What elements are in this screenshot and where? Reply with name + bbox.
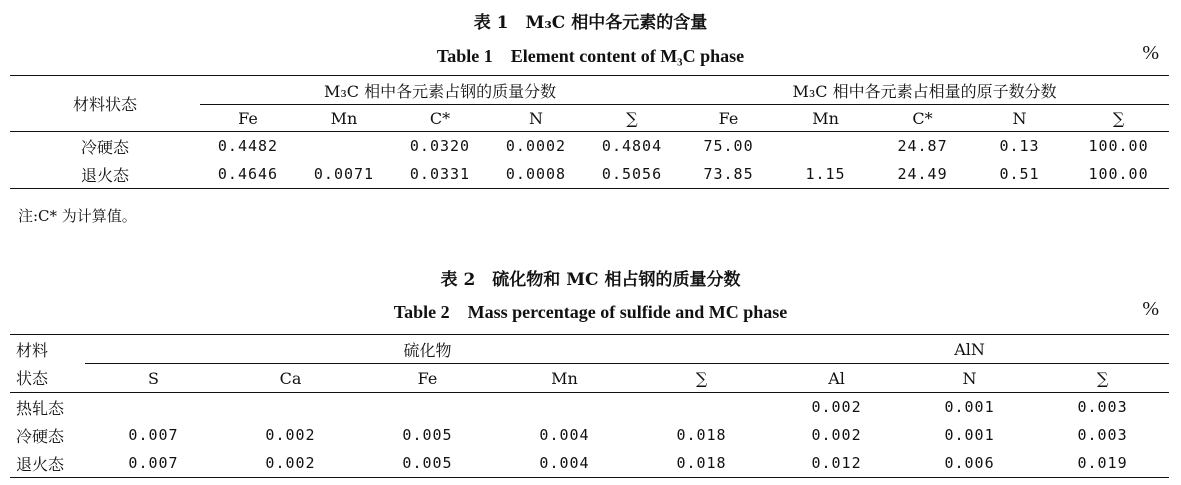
- table1: [10, 75, 1169, 189]
- table1-caption-en: Table 1 Element content of M₃C phase: [436, 46, 745, 66]
- table1-header-row: [10, 76, 1169, 105]
- table-cell: [496, 393, 633, 422]
- column-header: Fe: [680, 105, 777, 132]
- table1-note: 注:C* 为计算值。: [18, 207, 137, 225]
- table-cell: 0.4804: [601, 137, 663, 155]
- table-cell: 0.005: [402, 454, 453, 472]
- table-cell: 0.018: [676, 426, 727, 444]
- table-cell: 0.002: [265, 454, 316, 472]
- table1-state-header: 材料状态: [10, 76, 200, 132]
- table1-group-mass: M₃C 相中各元素占钢的质量分数: [200, 76, 680, 105]
- column-header: C*: [392, 105, 488, 132]
- column-header: Fe: [200, 105, 296, 132]
- table-cell: 0.002: [265, 426, 316, 444]
- table2-subheader-row: [10, 364, 1169, 393]
- table-cell: [777, 132, 874, 161]
- table-cell: 73.85: [703, 165, 754, 183]
- column-header: C*: [874, 105, 971, 132]
- table-cell: 0.012: [811, 454, 862, 472]
- table-cell: 0.003: [1077, 398, 1128, 416]
- table-cell: 0.0331: [409, 165, 471, 183]
- table2-unit: %: [1142, 298, 1159, 320]
- column-header: N: [971, 105, 1068, 132]
- table-cell: 0.0008: [505, 165, 567, 183]
- table2-state-header-bottom: 状态: [10, 364, 85, 393]
- column-header: Fe: [359, 364, 496, 393]
- table2-header-row: [10, 335, 1169, 364]
- table-cell: 0.4482: [217, 137, 279, 155]
- column-header: ∑: [1068, 105, 1169, 132]
- table-row: [10, 393, 1169, 422]
- table1-unit: %: [1142, 42, 1159, 64]
- table2-caption-en: Table 2 Mass percentage of sulfide and MC phase: [393, 302, 788, 322]
- table-cell: 75.00: [703, 137, 754, 155]
- table-row: [10, 132, 1169, 161]
- table-cell: 0.002: [811, 398, 862, 416]
- table-cell: 0.005: [402, 426, 453, 444]
- column-header: Mn: [496, 364, 633, 393]
- table-row: [10, 421, 1169, 449]
- table-cell: 0.019: [1077, 454, 1128, 472]
- table-cell: 0.003: [1077, 426, 1128, 444]
- table-cell: 0.4646: [217, 165, 279, 183]
- table-cell: 0.004: [539, 426, 590, 444]
- row-state: 热轧态: [16, 398, 65, 418]
- table-cell: 0.0071: [313, 165, 375, 183]
- table-cell: [85, 393, 222, 422]
- column-header: N: [903, 364, 1036, 393]
- column-header: Mn: [777, 105, 874, 132]
- column-header: Al: [770, 364, 903, 393]
- table-cell: 0.007: [128, 426, 179, 444]
- row-state: 冷硬态: [16, 426, 65, 446]
- table1-caption-zh: 表 1 M₃C 相中各元素的含量: [473, 13, 708, 33]
- table2-group-sulfide: 硫化物: [85, 335, 770, 364]
- table-cell: 0.006: [944, 454, 995, 472]
- table2-caption-zh: 表 2 硫化物和 MC 相占钢的质量分数: [440, 270, 741, 290]
- table-cell: 0.018: [676, 454, 727, 472]
- table-cell: [633, 393, 770, 422]
- table-cell: 0.13: [999, 137, 1040, 155]
- table2-state-header-top: 材料: [16, 340, 49, 360]
- row-state: 退火态: [80, 165, 129, 185]
- column-header: Mn: [296, 105, 392, 132]
- table-cell: 0.0320: [409, 137, 471, 155]
- table-cell: 0.004: [539, 454, 590, 472]
- table-cell: 1.15: [805, 165, 846, 183]
- table-cell: 100.00: [1088, 165, 1149, 183]
- column-header: ∑: [633, 364, 770, 393]
- table-cell: 24.49: [897, 165, 948, 183]
- table-cell: 0.001: [944, 426, 995, 444]
- table-cell: 0.002: [811, 426, 862, 444]
- table-cell: 0.5056: [601, 165, 663, 183]
- table2: [10, 334, 1169, 478]
- table-cell: 0.007: [128, 454, 179, 472]
- column-header: S: [85, 364, 222, 393]
- table1-group-atomic: M₃C 相中各元素占相量的原子数分数: [680, 76, 1169, 105]
- table-cell: 0.001: [944, 398, 995, 416]
- table-cell: 0.0002: [505, 137, 567, 155]
- table-cell: 100.00: [1088, 137, 1149, 155]
- column-header: N: [488, 105, 584, 132]
- column-header: Ca: [222, 364, 359, 393]
- table-row: [10, 160, 1169, 189]
- column-header: ∑: [1036, 364, 1169, 393]
- table-cell: 0.51: [999, 165, 1040, 183]
- column-header: ∑: [584, 105, 680, 132]
- table-cell: 24.87: [897, 137, 948, 155]
- table2-group-aln: AlN: [770, 335, 1169, 364]
- table-row: [10, 449, 1169, 478]
- table-cell: [296, 132, 392, 161]
- table-cell: [222, 393, 359, 422]
- table-cell: [359, 393, 496, 422]
- row-state: 退火态: [16, 454, 65, 474]
- row-state: 冷硬态: [80, 137, 129, 157]
